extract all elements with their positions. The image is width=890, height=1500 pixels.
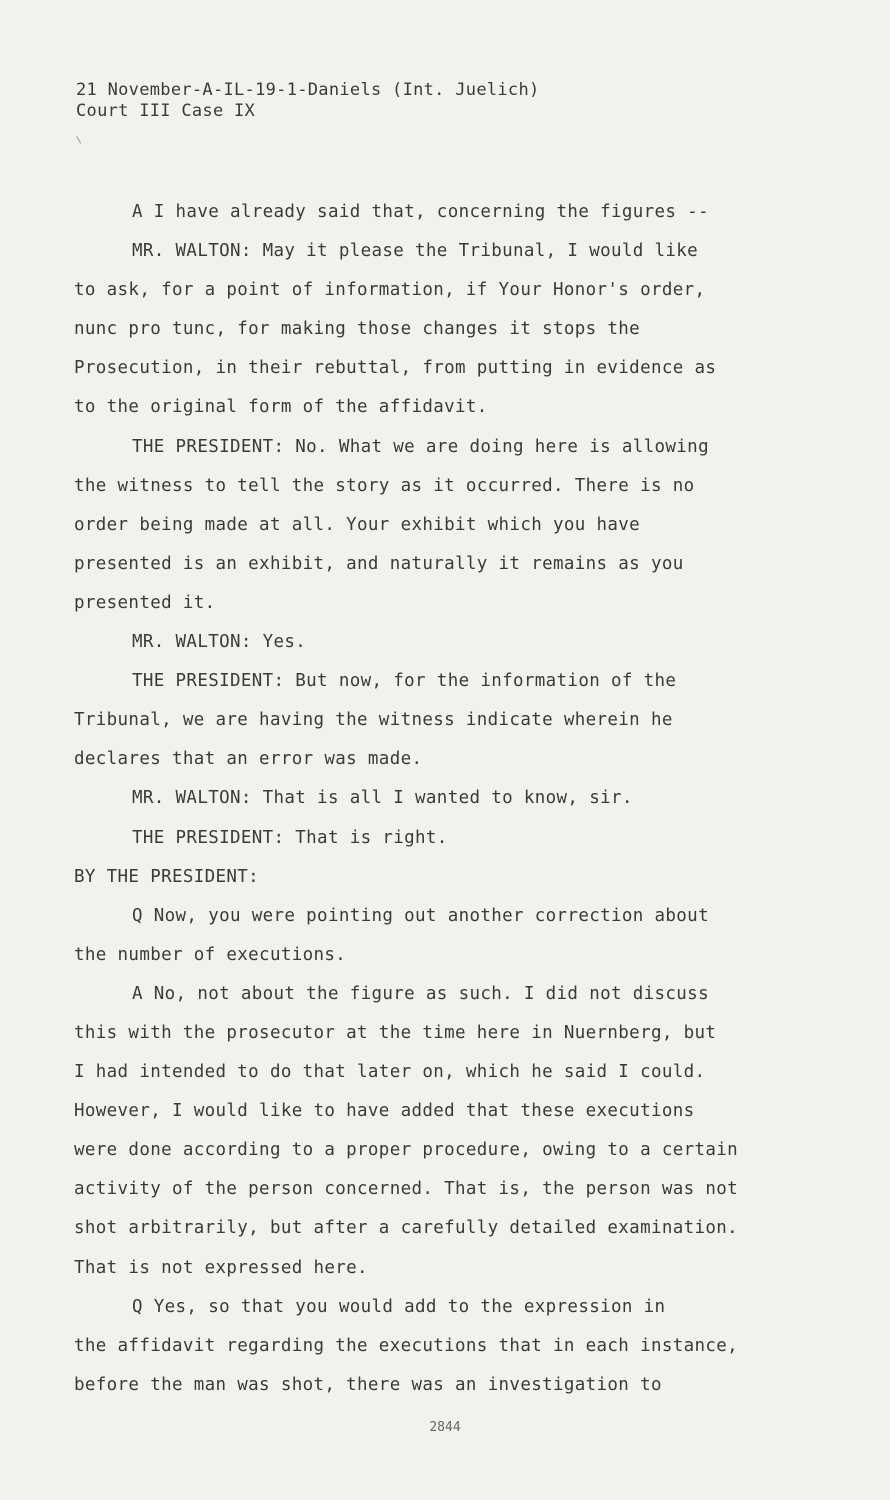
transcript-line: MR. WALTON: That is all I wanted to know, sir. <box>132 788 633 809</box>
transcript-line: A I have already said that, concerning the figures -- <box>132 202 709 222</box>
transcript-line: THE PRESIDENT: But now, for the information of the <box>132 671 677 692</box>
pen-mark <box>76 134 84 143</box>
transcript-line: this with the prosecutor at the time here in Nuernberg, but <box>74 1022 717 1043</box>
transcript-line: Q Now, you were pointing out another correction about <box>132 905 709 926</box>
document-header <box>76 80 540 122</box>
transcript-line: THE PRESIDENT: No. What we are doing here is allowing <box>132 436 709 457</box>
transcript-line: BY THE PRESIDENT: <box>74 866 260 887</box>
transcript-line: nunc pro tunc, for making those changes it stops the <box>74 319 641 340</box>
transcript-line: MR. WALTON: Yes. <box>132 632 307 653</box>
transcript-line: before the man was shot, there was an investigation to <box>74 1374 662 1395</box>
transcript-body <box>74 193 804 1405</box>
transcript-line: presented it. <box>74 592 216 613</box>
transcript-line: the affidavit regarding the executions that in each instance, <box>74 1335 739 1356</box>
transcript-line: the number of executions. <box>74 944 347 965</box>
transcript-line: Tribunal, we are having the witness indicate wherein he <box>74 710 673 731</box>
transcript-line: That is not expressed here. <box>74 1257 368 1278</box>
transcript-line: declares that an error was made. <box>74 749 423 770</box>
transcript-line: order being made at all. Your exhibit which you have <box>74 514 641 535</box>
transcript-line: I had intended to do that later on, which he said I could. <box>74 1062 706 1083</box>
page-number: 2844 <box>429 1420 461 1435</box>
transcript-line: shot arbitrarily, but after a carefully detailed examination. <box>74 1218 739 1239</box>
transcript-line: A No, not about the figure as such. I did not discuss <box>132 983 709 1004</box>
transcript-line: presented is an exhibit, and naturally it remains as you <box>74 553 684 574</box>
transcript-line: Prosecution, in their rebuttal, from putting in evidence as <box>74 358 717 379</box>
transcript-line: to ask, for a point of information, if Your Honor's order, <box>74 280 706 301</box>
header-line-court: Court III Case IX <box>76 101 256 121</box>
transcript-line: MR. WALTON: May it please the Tribunal, I would like <box>132 241 699 262</box>
transcript-line: to the original form of the affidavit. <box>74 397 488 418</box>
transcript-line: activity of the person concerned. That is, the person was not <box>74 1179 739 1200</box>
transcript-line: However, I would like to have added that these executions <box>74 1101 695 1122</box>
transcript-line: were done according to a proper procedure, owing to a certain <box>74 1140 739 1161</box>
transcript-line: Q Yes, so that you would add to the expression in <box>132 1296 666 1317</box>
header-line-session: 21 November-A-IL-19-1-Daniels (Int. Juelich) <box>76 80 540 100</box>
transcript-line: the witness to tell the story as it occurred. There is no <box>74 475 695 496</box>
transcript-line: THE PRESIDENT: That is right. <box>132 827 448 848</box>
